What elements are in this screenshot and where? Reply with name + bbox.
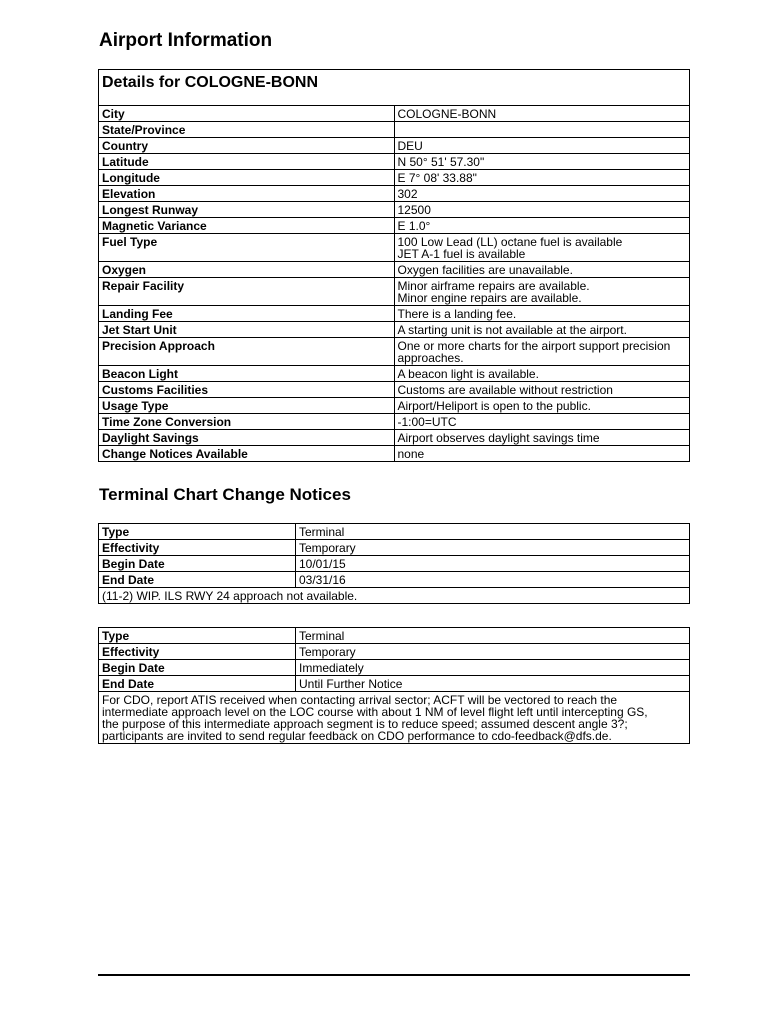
table-row <box>99 262 690 278</box>
repair-line-2: Minor engine repairs are available. <box>397 291 582 305</box>
table-row <box>99 524 690 540</box>
repair-value <box>394 278 690 306</box>
beacon-label: Beacon Light <box>99 366 395 382</box>
table-row <box>99 382 690 398</box>
begin-date-label: Begin Date <box>99 556 296 572</box>
variance-value: E 1.0° <box>394 218 690 234</box>
usage-label: Usage Type <box>99 398 395 414</box>
table-row <box>99 398 690 414</box>
variance-label: Magnetic Variance <box>99 218 395 234</box>
note-line-2: intermediate approach level on the LOC course with about 1 NM of level flight left until intercepting GS, <box>102 705 648 719</box>
table-row <box>99 234 690 262</box>
table-row <box>99 366 690 382</box>
table-row <box>99 186 690 202</box>
runway-value: 12500 <box>394 202 690 218</box>
longitude-label: Longitude <box>99 170 395 186</box>
fuel-line-1: 100 Low Lead (LL) octane fuel is available <box>397 235 623 249</box>
city-value: COLOGNE-BONN <box>394 106 690 122</box>
effectivity-value: Temporary <box>296 644 690 660</box>
oxygen-value: Oxygen facilities are unavailable. <box>394 262 690 278</box>
notice-note: (11-2) WIP. ILS RWY 24 approach not available. <box>99 588 690 604</box>
table-row <box>99 306 690 322</box>
page-title: Airport Information <box>99 30 273 51</box>
elevation-label: Elevation <box>99 186 395 202</box>
notice-table-2 <box>98 627 690 744</box>
country-label: Country <box>99 138 395 154</box>
table-row <box>99 446 690 462</box>
type-value: Terminal <box>296 524 690 540</box>
table-row <box>99 202 690 218</box>
precision-value: One or more charts for the airport support precision approaches. <box>394 338 690 366</box>
footer-rule <box>98 974 690 976</box>
latitude-label: Latitude <box>99 154 395 170</box>
table-row <box>99 644 690 660</box>
table-row <box>99 572 690 588</box>
details-title: Details for COLOGNE-BONN <box>99 70 690 106</box>
table-row <box>99 430 690 446</box>
landing-fee-label: Landing Fee <box>99 306 395 322</box>
country-value: DEU <box>394 138 690 154</box>
latitude-value: N 50° 51' 57.30" <box>394 154 690 170</box>
effectivity-label: Effectivity <box>99 644 296 660</box>
end-date-label: End Date <box>99 572 296 588</box>
notice-note <box>99 692 690 744</box>
precision-label: Precision Approach <box>99 338 395 366</box>
table-row <box>99 106 690 122</box>
jet-start-value: A starting unit is not available at the airport. <box>394 322 690 338</box>
table-row <box>99 676 690 692</box>
notice-table-1 <box>98 523 690 604</box>
note-line-3: the purpose of this intermediate approach segment is to reduce speed; assumed descent angle 3?; <box>102 717 628 731</box>
table-row <box>99 154 690 170</box>
fuel-line-2: JET A-1 fuel is available <box>397 247 526 261</box>
elevation-value: 302 <box>394 186 690 202</box>
notices-heading: Terminal Chart Change Notices <box>99 485 351 504</box>
state-value <box>394 122 690 138</box>
airport-details-table <box>98 69 690 462</box>
timezone-label: Time Zone Conversion <box>99 414 395 430</box>
end-date-value: 03/31/16 <box>296 572 690 588</box>
timezone-value: -1:00=UTC <box>394 414 690 430</box>
runway-label: Longest Runway <box>99 202 395 218</box>
type-label: Type <box>99 628 296 644</box>
begin-date-value: 10/01/15 <box>296 556 690 572</box>
type-label: Type <box>99 524 296 540</box>
table-row <box>99 278 690 306</box>
table-row <box>99 122 690 138</box>
daylight-value: Airport observes daylight savings time <box>394 430 690 446</box>
table-row <box>99 556 690 572</box>
table-row <box>99 322 690 338</box>
landing-fee-value: There is a landing fee. <box>394 306 690 322</box>
table-row <box>99 138 690 154</box>
table-row <box>99 540 690 556</box>
change-notices-label: Change Notices Available <box>99 446 395 462</box>
begin-date-label: Begin Date <box>99 660 296 676</box>
repair-label: Repair Facility <box>99 278 395 306</box>
fuel-label: Fuel Type <box>99 234 395 262</box>
city-label: City <box>99 106 395 122</box>
change-notices-value: none <box>394 446 690 462</box>
table-row <box>99 218 690 234</box>
daylight-label: Daylight Savings <box>99 430 395 446</box>
beacon-value: A beacon light is available. <box>394 366 690 382</box>
table-row <box>99 588 690 604</box>
table-row <box>99 170 690 186</box>
table-row <box>99 628 690 644</box>
oxygen-label: Oxygen <box>99 262 395 278</box>
table-row <box>99 660 690 676</box>
customs-value: Customs are available without restriction <box>394 382 690 398</box>
effectivity-label: Effectivity <box>99 540 296 556</box>
table-row <box>99 692 690 744</box>
table-row <box>99 338 690 366</box>
fuel-value <box>394 234 690 262</box>
effectivity-value: Temporary <box>296 540 690 556</box>
repair-line-1: Minor airframe repairs are available. <box>397 279 590 293</box>
end-date-value: Until Further Notice <box>296 676 690 692</box>
begin-date-value: Immediately <box>296 660 690 676</box>
usage-value: Airport/Heliport is open to the public. <box>394 398 690 414</box>
note-line-4: participants are invited to send regular feedback on CDO performance to cdo-feedback@dfs.de. <box>102 729 612 743</box>
jet-start-label: Jet Start Unit <box>99 322 395 338</box>
type-value: Terminal <box>296 628 690 644</box>
end-date-label: End Date <box>99 676 296 692</box>
customs-label: Customs Facilities <box>99 382 395 398</box>
longitude-value: E 7° 08' 33.88" <box>394 170 690 186</box>
note-line-1: For CDO, report ATIS received when contacting arrival sector; ACFT will be vectored to reach the <box>102 693 618 707</box>
state-label: State/Province <box>99 122 395 138</box>
table-row <box>99 414 690 430</box>
